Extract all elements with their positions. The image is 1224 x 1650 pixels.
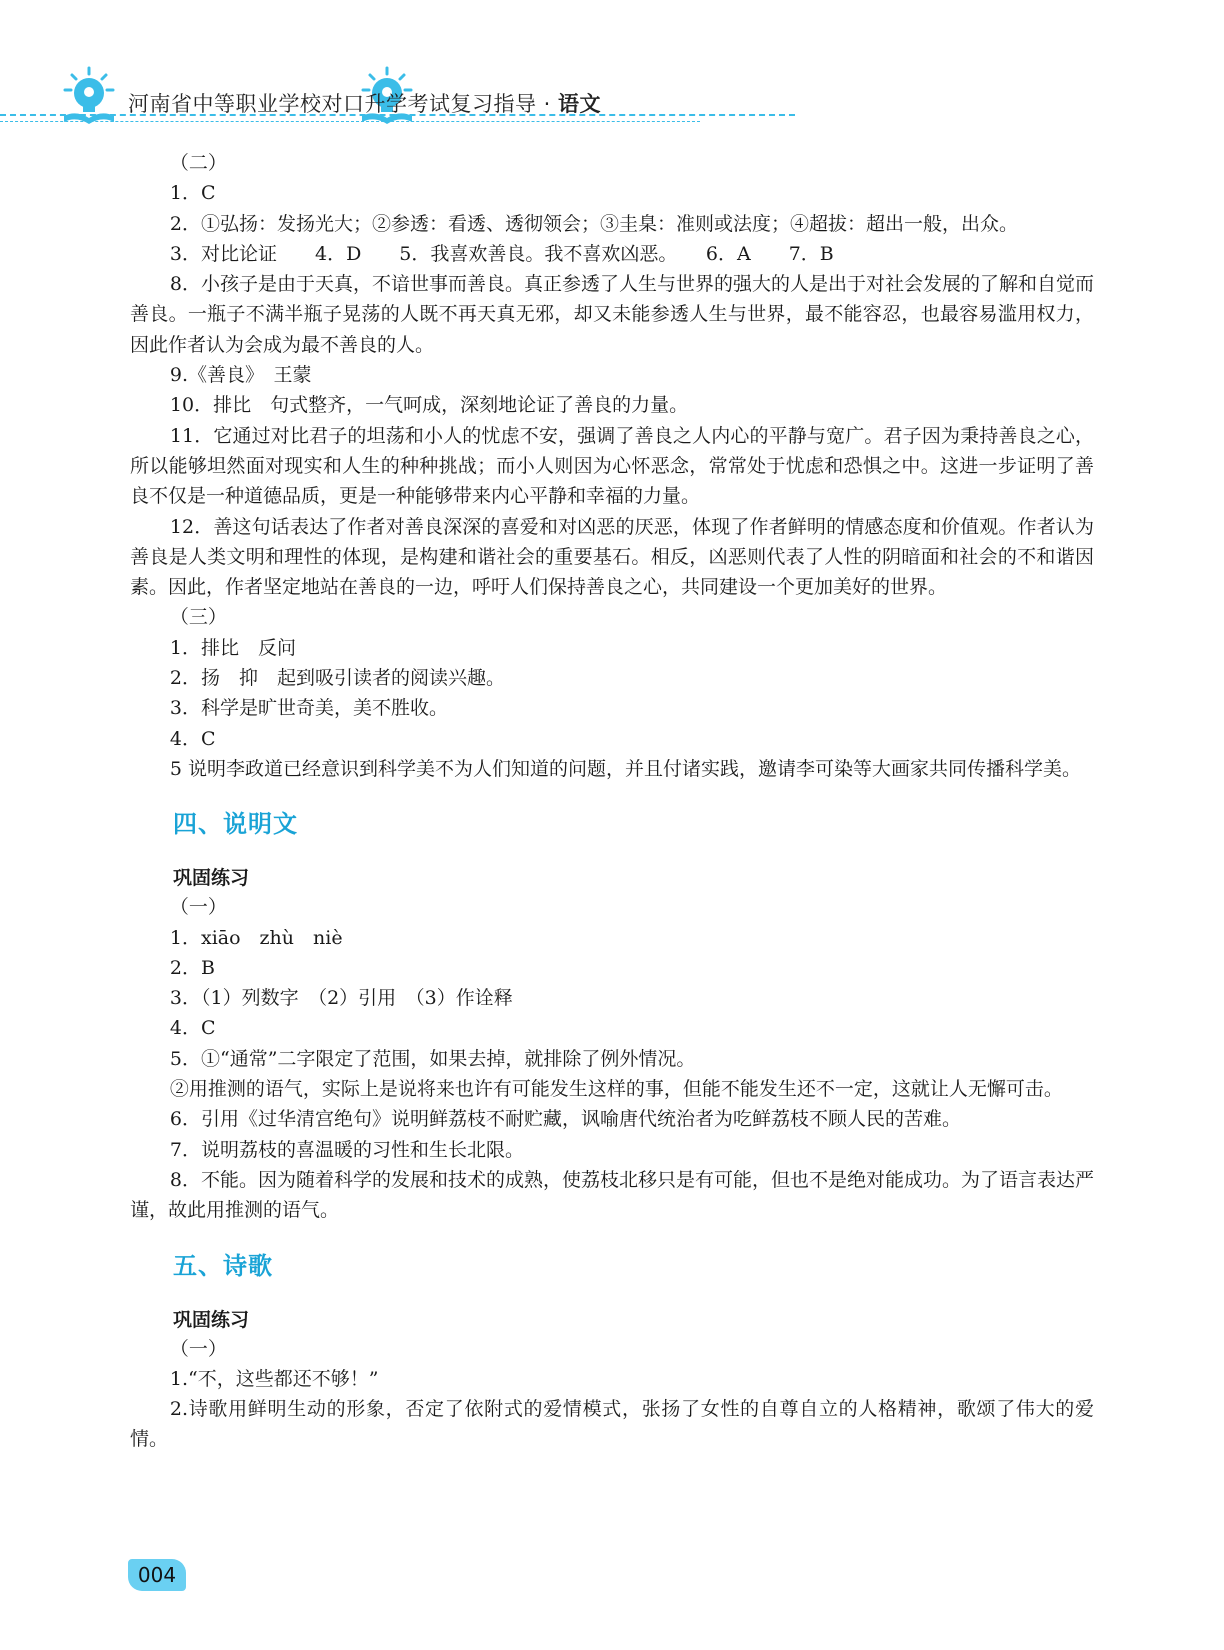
answer-line: ②用推测的语气，实际上是说将来也许有可能发生这样的事，但能不能发生还不一定，这就让人无懈可击。: [169, 1078, 1063, 1101]
answer-line: 2.诗歌用鲜明生动的形象，否定了依附式的爱情模式，张扬了女性的自尊自立的人格精神，歌颂了伟大的爱情。: [130, 1398, 1094, 1451]
answer-line: 1．排比 反问: [169, 636, 296, 659]
answer-line: 8．小孩子是由于天真，不谙世事而善良。真正参透了人生与世界的强大的人是出于对社会发展的了解和自觉而善良。一瓶子不满半瓶子晃荡的人既不再天真无邪，却又未能参透人生与世界，最不能容忍，也最容易滥用权力，因此作者认为会成为最不善良的人。: [130, 273, 1094, 356]
answer-line: 3．科学是旷世奇美，美不胜收。: [169, 697, 448, 720]
answer-line: 6．引用《过华清宫绝句》说明鲜荔枝不耐贮藏，讽喻唐代统治者为吃鲜荔枝不顾人民的苦难。: [169, 1108, 961, 1131]
answer-line: 1.“不，这些都还不够！”: [169, 1367, 379, 1390]
answer-line: 5 说明李政道已经意识到科学美不为人们知道的问题，并且付诸实践，邀请李可染等大画家共同传播科学美。: [169, 757, 1082, 780]
answer-line: （一）: [169, 1337, 227, 1360]
answer-line: 3．对比论证 4．D 5．我喜欢善良。我不喜欢凶恶。 6．A 7．B: [169, 242, 834, 265]
answer-line: 5．①“通常”二字限定了范围，如果去掉，就排除了例外情况。: [169, 1047, 696, 1070]
answer-line: （三）: [169, 606, 227, 629]
answer-content: [130, 148, 1094, 1455]
answer-line: 4．C: [169, 727, 216, 750]
answer-line: 12．善这句话表达了作者对善良深深的喜爱和对凶恶的厌恶，体现了作者鲜明的情感态度和价值观。作者认为善良是人类文明和理性的体现，是构建和谐社会的重要基石。相反，凶恶则代表了人性的阴暗面和社会的不和谐因素。因此，作者坚定地站在善良的一边，呼吁人们保持善良之心，共同建设一个更加美好的世界。: [130, 515, 1094, 599]
subsection-heading: 巩固练习: [173, 1308, 250, 1331]
answer-line: （一）: [169, 896, 227, 919]
answer-line: 8．不能。因为随着科学的发展和技术的成熟，使荔枝北移只是有可能，但也不是绝对能成功。为了语言表达严谨，故此用推测的语气。: [130, 1168, 1094, 1222]
answer-line: 2．①弘扬：发扬光大；②参透：看透、透彻领会；③圭臬：准则或法度；④超拔：超出一般，出众。: [169, 212, 1018, 235]
section-heading: 四、说明文: [173, 810, 298, 839]
lightbulb-book-icon: [58, 66, 120, 126]
answer-line: 9.《善良》 王蒙: [169, 364, 312, 387]
answer-line: 4．C: [169, 1017, 216, 1040]
answer-line: 1．C: [169, 182, 216, 205]
header-title-subject: 语文: [558, 92, 602, 116]
answer-line: 7．说明荔枝的喜温暖的习性和生长北限。: [169, 1138, 524, 1161]
answer-line: （二）: [169, 152, 227, 174]
header-divider: [0, 121, 700, 122]
answer-line: 2．B: [169, 956, 215, 979]
header-title-main: 河南省中等职业学校对口升学考试复习指导 ·: [128, 92, 559, 116]
answer-line: 10．排比 句式整齐，一气呵成，深刻地论证了善良的力量。: [169, 394, 689, 417]
header-divider: [0, 114, 795, 116]
answer-line: 3．（1）列数字 （2）引用 （3）作诠释: [169, 987, 513, 1010]
answer-line: 11．它通过对比君子的坦荡和小人的忧虑不安，强调了善良之人内心的平静与宽广。君子因为秉持善良之心，所以能够坦然面对现实和人生的种种挑战；而小人则因为心怀恶念，常常处于忧虑和恐惧之中。这进一步证明了善良不仅是一种道德品质，更是一种能够带来内心平静和幸福的力量。: [130, 424, 1094, 508]
subsection-heading: 巩固练习: [173, 867, 250, 890]
page-header: [0, 0, 1224, 130]
page-number: 004: [128, 1559, 186, 1591]
answer-line: 2．扬 抑 起到吸引读者的阅读兴趣。: [169, 667, 505, 690]
answer-line: 1．xiāo zhù niè: [169, 926, 343, 949]
section-heading: 五、诗歌: [173, 1251, 273, 1280]
